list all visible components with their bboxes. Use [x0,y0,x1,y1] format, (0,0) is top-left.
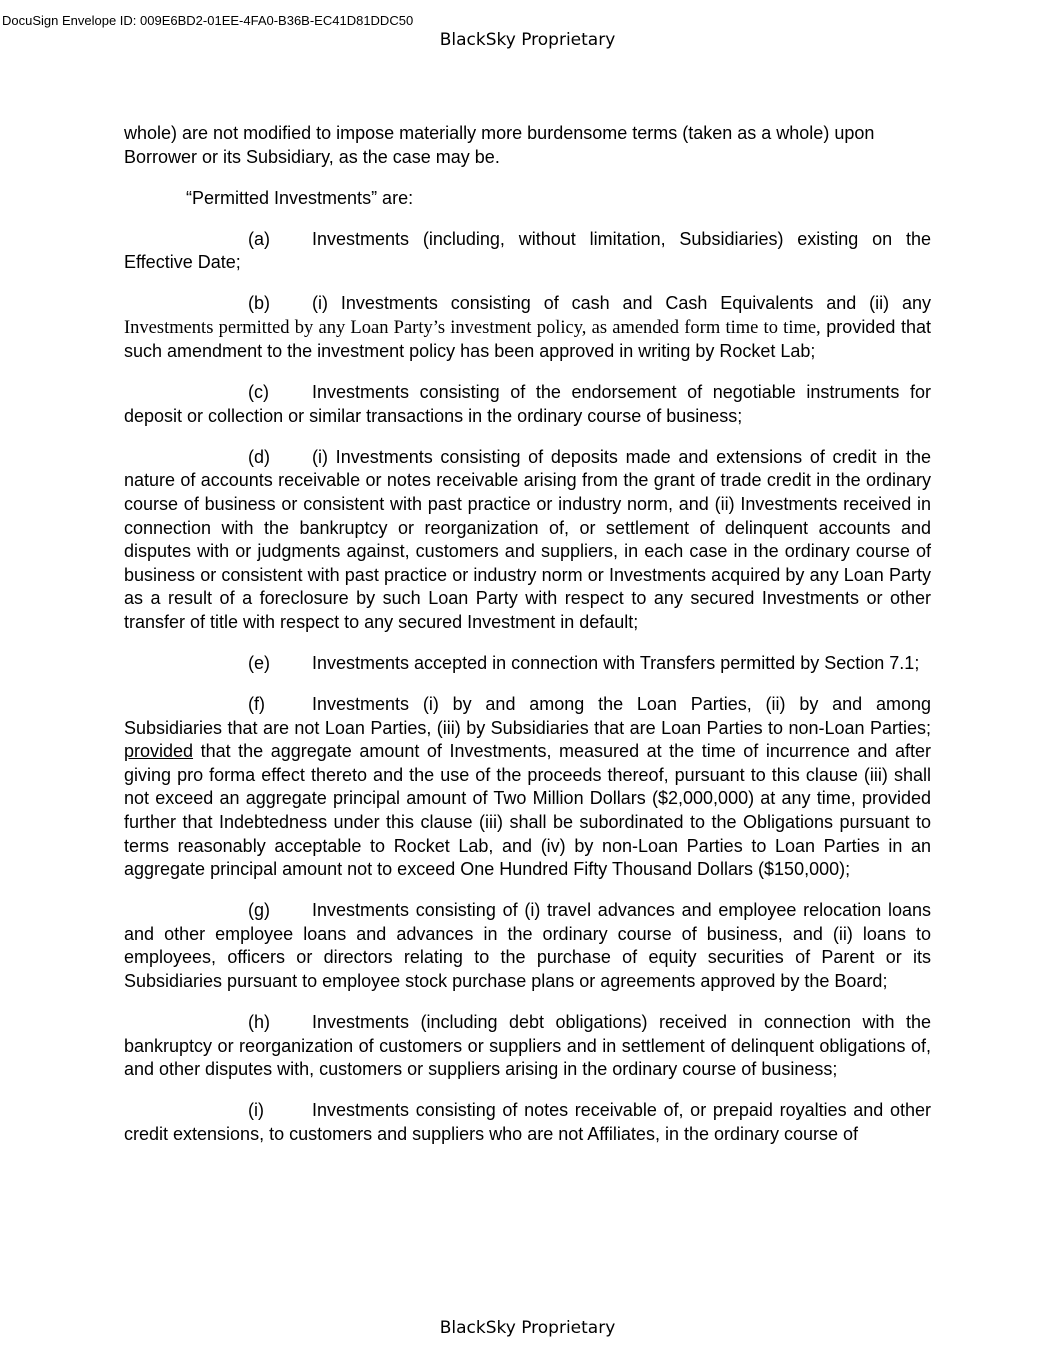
clause-text: Investments accepted in connection with Transfers permitted by Section 7.1; [312,653,920,674]
clause-text: Investments (i) by and among the Loan Parties, (ii) by and among Subsidiaries that are not Loan Parties, (iii) by Subsidiaries that are Loan Parties to non-Loan Parties; [124,694,931,738]
clause-label: (d) [248,446,270,467]
page-header: BlackSky Proprietary [439,30,616,50]
clause-label: (i) [248,1100,264,1121]
intro-paragraph: whole) are not modified to impose materially more burdensome terms (taken as a whole) upon Borrower or its Subsidiary, as the case may be. [124,123,875,167]
clause-b [124,292,931,364]
clause-label: (g) [248,900,270,921]
clause-label: (h) [248,1011,270,1032]
clause-f [124,693,931,882]
definition-heading: “Permitted Investments” are: [186,187,414,208]
clause-label: (e) [248,653,270,674]
clause-text-serif: Investments permitted by any Loan Party’s investment policy, as amended form time to time, [124,317,821,338]
docusign-envelope-id: DocuSign Envelope ID: 009E6BD2-01EE-4FA0-B36B-EC41D81DDC50 [2,13,414,28]
clause-text: Investments consisting of notes receivable of, or prepaid royalties and other credit extensions, to customers and suppliers who are not Affiliates, in the ordinary course of [124,1100,931,1144]
document-body [124,122,931,1164]
clause-text: (i) Investments consisting of deposits made and extensions of credit in the nature of accounts receivable or notes receivable arising from the grant of trade credit in the ordinary course of business or consistent with past practice or industry norm, and (ii) Investments received in connection with the bankruptcy or reorganization of, or settlement of delinquent accounts and disputes with or judgments against, customers and suppliers, in each case in the ordinary course of business or consistent with past practice or industry norm or Investments acquired by any Loan Party as a result of a foreclosure by such Loan Party with respect to any secured Investments or other transfer of title with respect to any secured Investment in default; [124,446,931,633]
clause-c [124,381,931,428]
clause-text: Investments consisting of the endorsement of negotiable instruments for deposit or collection or similar transactions in the ordinary course of business; [124,382,931,426]
provided-term: provided [124,741,194,762]
clause-text: Investments consisting of (i) travel advances and employee relocation loans and other employee loans and advances in the ordinary course of business, and (ii) loans to employees, officers or directors relating to the purchase of equity securities of Parent or its Subsidiaries pursuant to employee stock purchase plans or agreements approved by the Board; [124,900,931,991]
clause-text: Investments (including debt obligations) received in connection with the bankruptcy or reorganization of customers or suppliers and in settlement of delinquent obligations of, and other disputes with, customers or suppliers arising in the ordinary course of business; [124,1011,931,1080]
clause-label: (a) [248,228,270,249]
clause-text: (i) Investments consisting of cash and Cash Equivalents and (ii) any [312,293,931,314]
clause-text: that the aggregate amount of Investments, measured at the time of incurrence and after giving pro forma effect thereto and the use of the proceeds thereof, pursuant to this clause (iii) shall not exceed an aggregate principal amount of Two Million Dollars ($2,000,000) at any time, provided further that Indebtedness under this clause (iii) shall be subordinated to the Obligations pursuant to terms reasonably acceptable to Rocket Lab, and (iv) by non-Loan Parties to Loan Parties in an aggregate principal amount not to exceed One Hundred Fifty Thousand Dollars ($150,000); [124,741,931,880]
clause-label: (c) [248,382,269,403]
clause-label: (b) [248,293,270,314]
clause-text: provided that such amendment to the investment policy has been approved in writing by Rocket Lab; [124,316,931,362]
clause-h [124,1011,931,1082]
clause-a [124,228,931,275]
clause-d [124,446,931,635]
clause-g [124,899,931,993]
clause-text: Investments (including, without limitation, Subsidiaries) existing on the Effective Date; [124,228,931,273]
clause-i [124,1099,931,1146]
clause-label: (f) [248,694,265,715]
page-footer: BlackSky Proprietary [439,1318,616,1338]
clause-e [124,652,931,676]
